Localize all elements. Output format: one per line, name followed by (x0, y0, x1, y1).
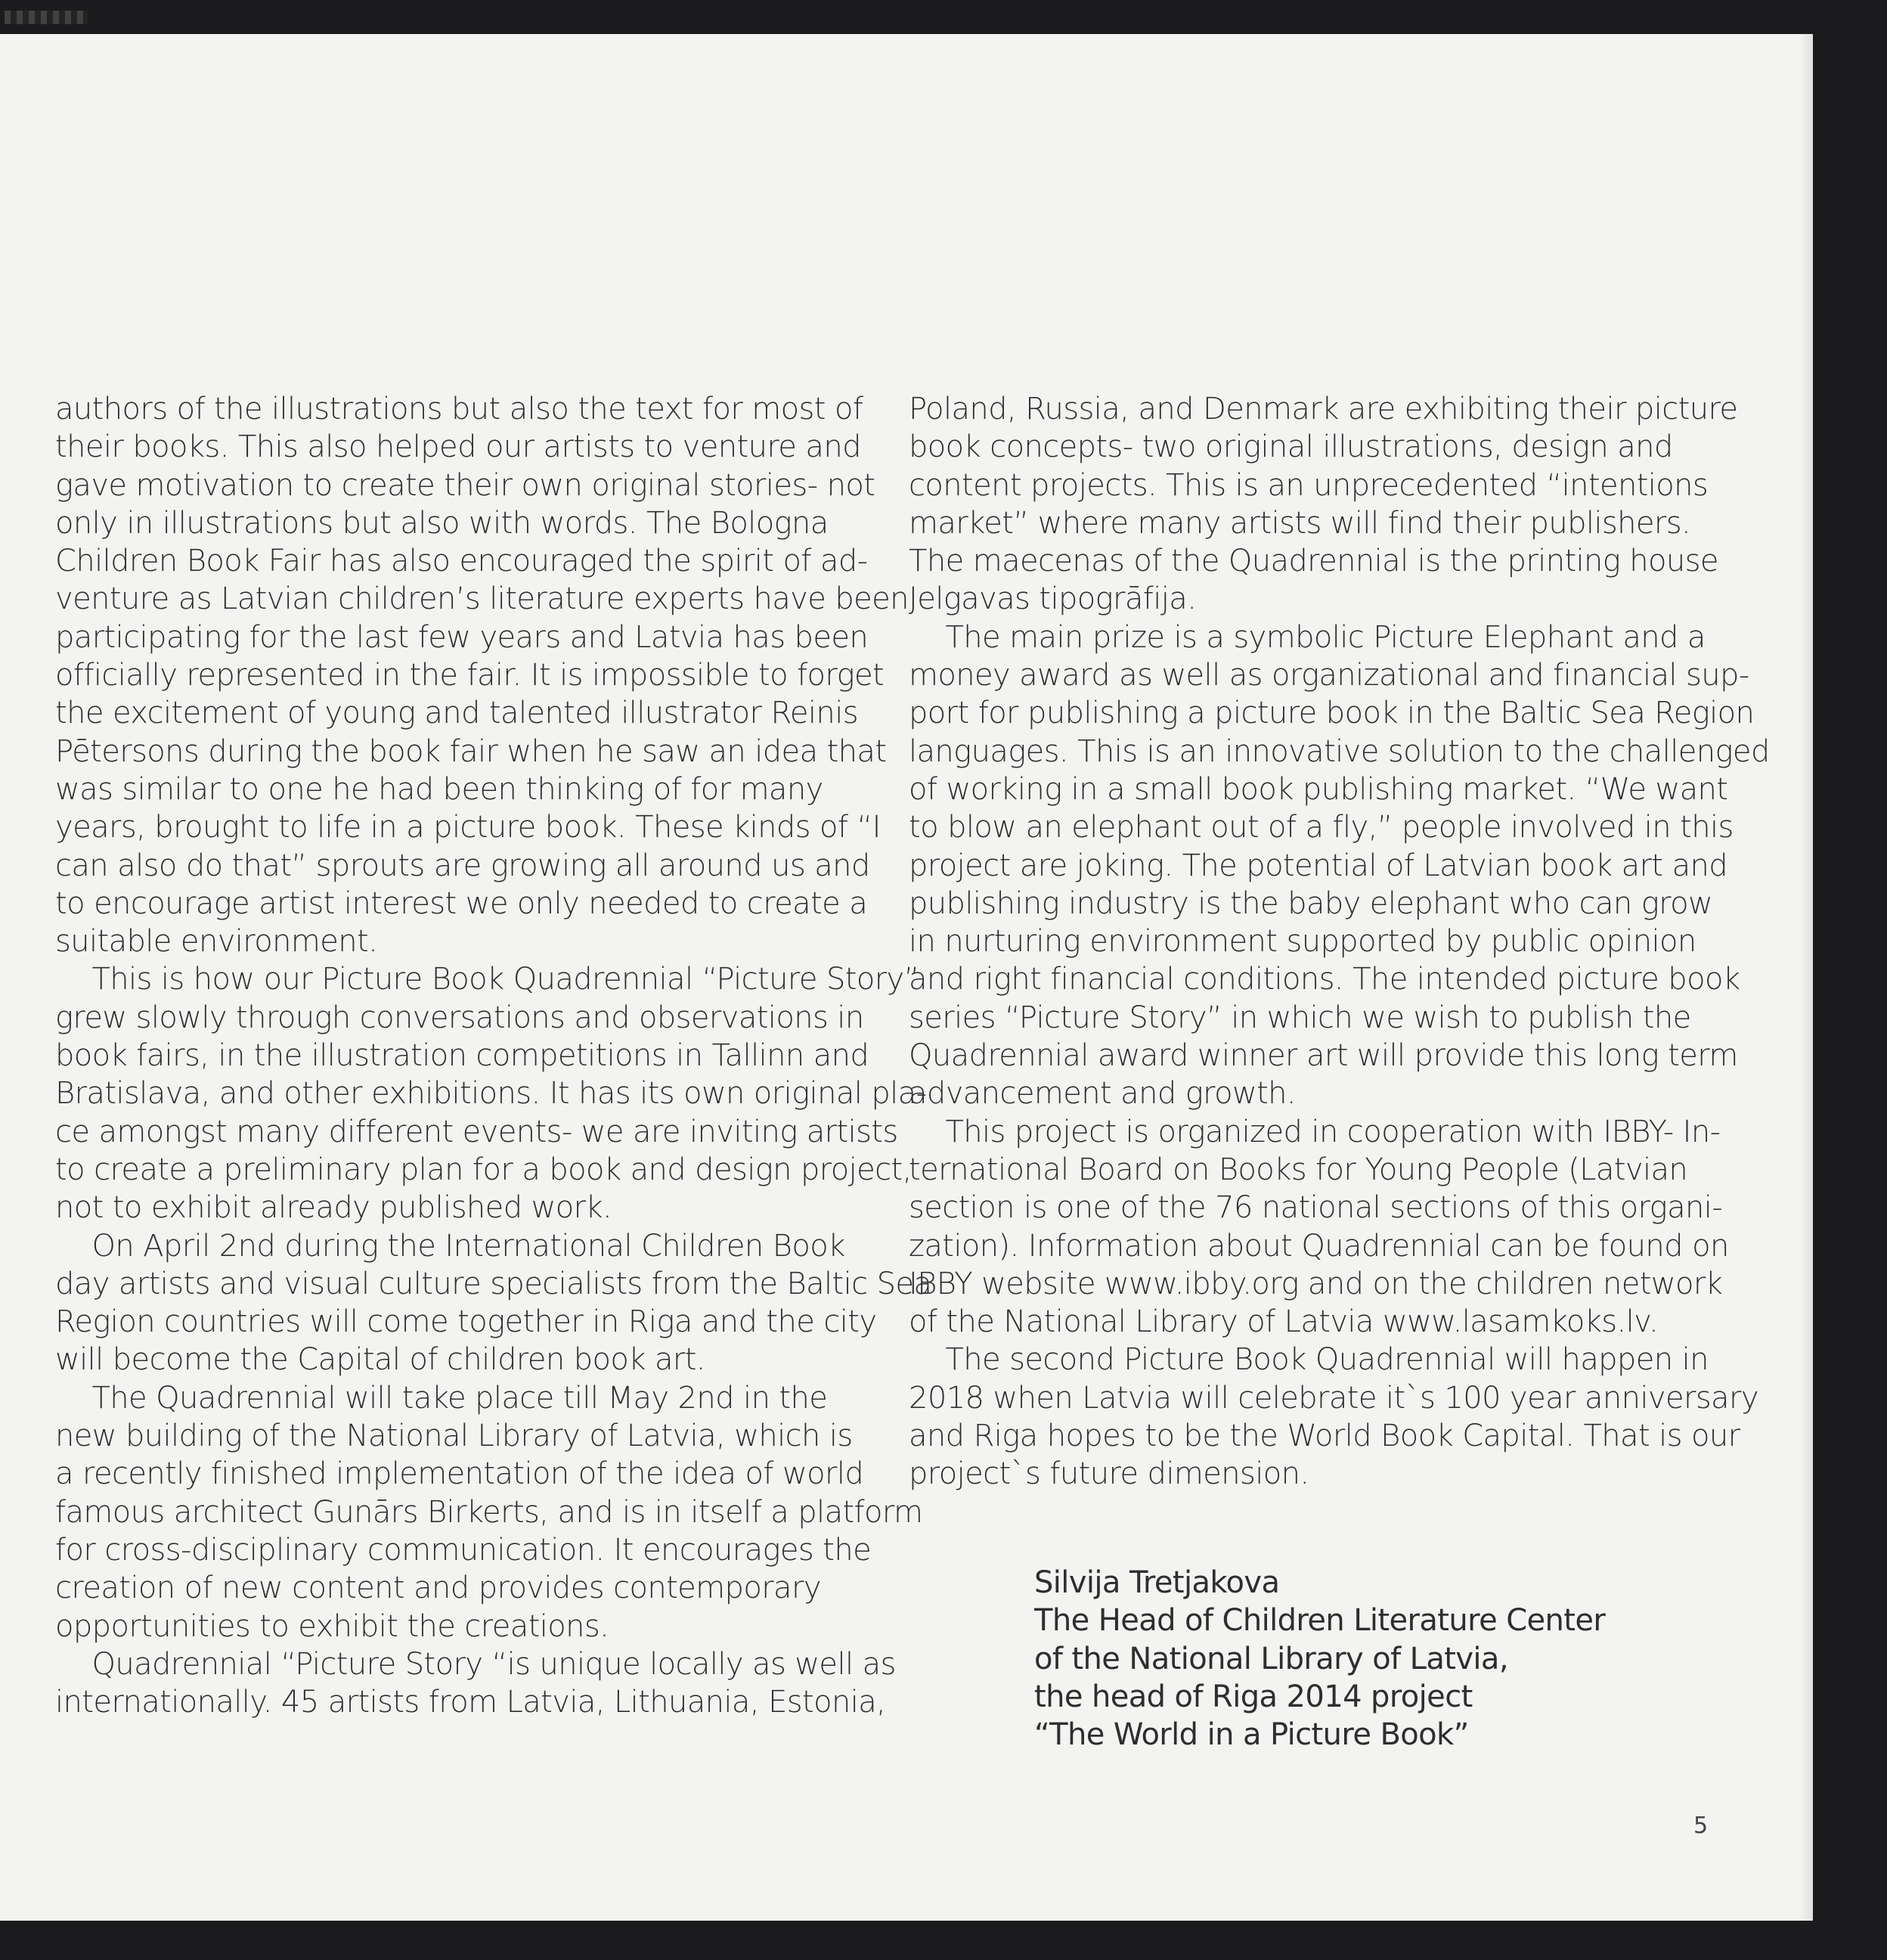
text-line: port for publishing a picture book in the Baltic Sea Region (909, 696, 1755, 731)
text-line: advancement and growth. (909, 1076, 1297, 1112)
signature-line: of the National Library of Latvia, (1034, 1641, 1508, 1676)
text-line: venture as Latvian children’s literature experts have been (55, 581, 909, 617)
text-line: of working in a small book publishing market. “We want (909, 771, 1728, 807)
text-line: for cross-disciplinary communication. It encourages the (55, 1532, 872, 1568)
text-line: to encourage artist interest we only needed to create a (55, 885, 868, 921)
text-line: day artists and visual culture specialists from the Baltic Sea (55, 1266, 932, 1301)
page-edge-shadow (1799, 34, 1813, 1921)
text-line: and Riga hopes to be the World Book Capital. That is our (909, 1419, 1740, 1454)
scan-edge-mark (5, 11, 88, 24)
text-line: in nurturing environment supported by public opinion (909, 924, 1696, 960)
text-line: Poland, Russia, and Denmark are exhibiting their picture (909, 392, 1738, 426)
text-line: The main prize is a symbolic Picture Elephant and a (909, 619, 1706, 655)
signature-line: The Head of Children Literature Center (1034, 1603, 1606, 1639)
text-line: This is how our Picture Book Quadrennial “Picture Story” (55, 962, 919, 997)
text-line: This project is organized in cooperation with IBBY- In- (909, 1114, 1721, 1149)
text-line: suitable environment. (55, 924, 378, 960)
text-line: Pētersons during the book fair when he saw an idea that (55, 733, 887, 769)
text-line: Bratislava, and other exhibitions. It has its own original pla- (55, 1076, 927, 1112)
text-line: a recently finished implementation of the idea of world (55, 1456, 864, 1492)
text-line: officially represented in the fair. It is impossible to forget (55, 658, 885, 693)
text-line: ce amongst many different events- we are inviting artists (55, 1114, 898, 1149)
text-line: to create a preliminary plan for a book and design project, (55, 1152, 912, 1187)
text-line: Jelgavas tipogrāfija. (909, 581, 1197, 617)
text-line: content projects. This is an unprecedented “intentions (909, 467, 1709, 503)
text-line: zation). Information about Quadrennial can be found on (909, 1228, 1729, 1264)
book-page (0, 34, 1813, 1921)
right-text-column (909, 390, 1770, 1493)
text-line: will become the Capital of children book art. (55, 1342, 705, 1378)
text-line: publishing industry is the baby elephant who can grow (909, 885, 1713, 921)
text-line: authors of the illustrations but also the text for most of (55, 392, 863, 426)
text-line: opportunities to exhibit the creations. (55, 1608, 609, 1644)
text-line: grew slowly through conversations and observations in (55, 1000, 864, 1035)
text-line: the excitement of young and talented illustrator Reinis (55, 696, 858, 731)
signature-line: the head of Riga 2014 project (1034, 1679, 1473, 1714)
text-line: and right financial conditions. The intended picture book (909, 962, 1740, 997)
text-line: Quadrennial award winner art will provide this long term (909, 1038, 1738, 1074)
text-line: book concepts- two original illustrations, design and (909, 430, 1673, 465)
text-line: Quadrennial “Picture Story “is unique locally as well as (55, 1646, 896, 1682)
text-line: of the National Library of Latvia www.lasamkoks.lv. (909, 1304, 1659, 1340)
page-number: 5 (1693, 1813, 1709, 1839)
text-line: gave motivation to create their own original stories- not (55, 467, 875, 503)
text-line: was similar to one he had been thinking of for many (55, 771, 823, 807)
author-signature-block (1034, 1564, 1605, 1754)
left-text-column (55, 390, 932, 1721)
text-line: participating for the last few years and Latvia has been (55, 619, 869, 655)
text-line: creation of new content and provides contemporary (55, 1571, 821, 1606)
text-line: The maecenas of the Quadrennial is the printing house (909, 544, 1718, 579)
text-line: languages. This is an innovative solution to the challenged (909, 733, 1770, 769)
signature-name: Silvija Tretjakova (1034, 1565, 1280, 1600)
text-line: book fairs, in the illustration competitions in Tallinn and (55, 1038, 869, 1074)
signature-line: “The World in a Picture Book” (1034, 1717, 1469, 1753)
text-line: series “Picture Story” in which we wish to publish the (909, 1000, 1691, 1035)
text-line: only in illustrations but also with words. The Bologna (55, 505, 829, 541)
text-line: IBBY website www.ibby.org and on the children network (909, 1266, 1723, 1301)
text-line: money award as well as organizational and financial sup- (909, 658, 1749, 693)
text-line: market” where many artists will find their publishers. (909, 505, 1691, 541)
text-line: project are joking. The potential of Latvian book art and (909, 848, 1728, 883)
text-line: internationally. 45 artists from Latvia, Lithuania, Estonia, (55, 1685, 886, 1720)
text-line: The Quadrennial will take place till May 2nd in the (55, 1380, 828, 1416)
text-line: Children Book Fair has also encouraged the spirit of ad- (55, 544, 868, 579)
text-line: ternational Board on Books for Young People (Latvian (909, 1152, 1688, 1187)
text-line: The second Picture Book Quadrennial will happen in (909, 1342, 1709, 1378)
text-line: years, brought to life in a picture book. These kinds of “I (55, 810, 881, 845)
text-line: to blow an elephant out of a fly,” people involved in this (909, 810, 1734, 845)
text-line: section is one of the 76 national sections of this organi- (909, 1190, 1723, 1226)
text-line: On April 2nd during the International Children Book (55, 1228, 845, 1264)
text-line: new building of the National Library of Latvia, which is (55, 1419, 853, 1454)
text-line: not to exhibit already published work. (55, 1190, 612, 1226)
text-line: Region countries will come together in Riga and the city (55, 1304, 877, 1340)
text-line: their books. This also helped our artists to venture and (55, 430, 861, 465)
text-line: 2018 when Latvia will celebrate it`s 100 year anniversary (909, 1380, 1758, 1416)
text-line: famous architect Gunārs Birkerts, and is in itself a platform (55, 1494, 923, 1530)
text-line: project`s future dimension. (909, 1456, 1309, 1492)
text-line: can also do that” sprouts are growing all around us and (55, 848, 870, 883)
